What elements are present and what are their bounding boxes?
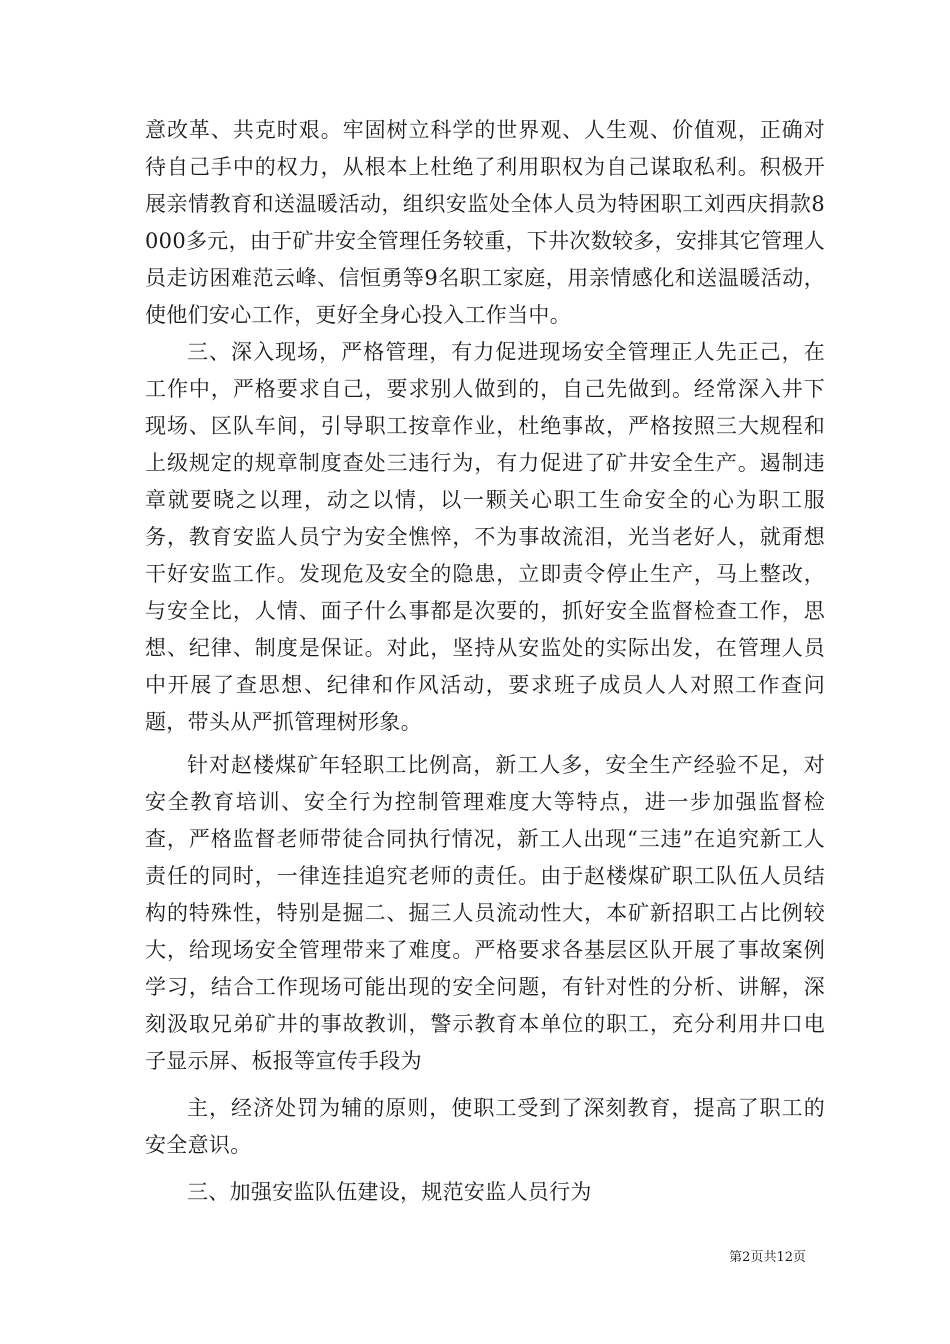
paragraph-4: 主，经济处罚为辅的原则，使职工受到了深刻教育，提高了职工的安全意识。	[145, 1096, 825, 1157]
paragraph-1: 意改革、共克时艰。牢固树立科学的世界观、人生观、价值观，正确对待自己手中的权力，从根本上杜绝了利用职权为自己谋取私利。积极开展亲情教育和送温暖活动，组织安监处全体人员为特困职工刘西庆捐款8000多元，由于矿井安全管理任务较重，下井次数较多，安排其它管理人员走访困难范云峰、信恒勇等9名职工家庭，用亲情感化和送温暖活动，使他们安心工作，更好全身心投入工作当中。	[145, 118, 825, 327]
paragraph-5: 三、加强安监队伍建设，规范安监人员行为	[187, 1180, 592, 1204]
paragraph-3: 针对赵楼煤矿年轻职工比例高，新工人多，安全生产经验不足，对安全教育培训、安全行为控制管理难度大等特点，进一步加强监督检查，严格监督老师带徒合同执行情况，新工人出现“三违”在追究新工人责任的同时，一律连挂追究老师的责任。由于赵楼煤矿职工队伍人员结构的特殊性，特别是掘二、掘三人员流动性大，本矿新招职工占比例较大，给现场安全管理带来了难度。严格要求各基层区队开展了事故案例学习，结合工作现场可能出现的安全问题，有针对性的分析、讲解，深刻汲取兄弟矿井的事故教训，警示教育本单位的职工，充分利用井口电子显示屏、板报等宣传手段为	[145, 753, 825, 1073]
document-body	[145, 112, 825, 1211]
paragraph-2: 三、深入现场，严格管理，有力促进现场安全管理正人先正己，在工作中，严格要求自己，要求别人做到的，自己先做到。经常深入井下现场、区队车间，引导职工按章作业，杜绝事故，严格按照三大规程和上级规定的规章制度查处三违行为，有力促进了矿井安全生产。遏制违章就要晓之以理，动之以情，以一颗关心职工生命安全的心为职工服务，教育安监人员宁为安全憔悴，不为事故流泪，光当老好人，就甭想干好安监工作。发现危及安全的隐患，立即责令停止生产，马上整改，与安全比，人情、面子什么事都是次要的，抓好安全监督检查工作，思想、纪律、制度是保证。对此，坚持从安监处的实际出发，在管理人员中开展了查思想、纪律和作风活动，要求班子成员人人对照工作查问题，带头从严抓管理树形象。	[145, 340, 825, 734]
page-number: 第2页共12页	[729, 1250, 806, 1265]
